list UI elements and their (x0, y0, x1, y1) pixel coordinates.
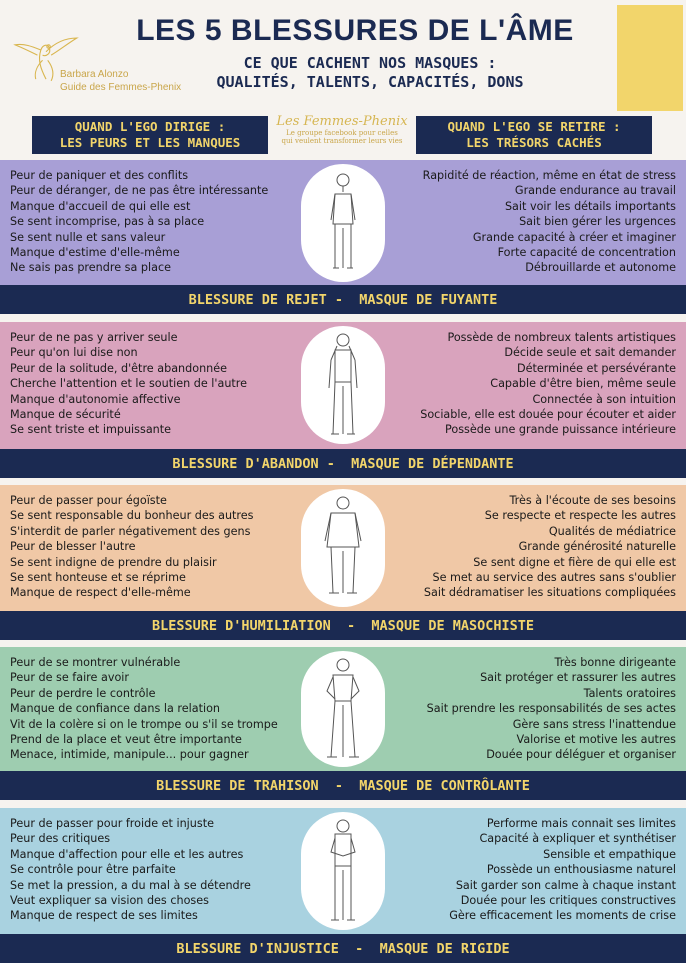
treasure-item: Possède un enthousiasme naturel (486, 863, 676, 877)
treasure-item: Connectée à son intuition (532, 392, 676, 406)
figure-oval (301, 651, 385, 767)
section-banner: BLESSURE D'HUMILIATION - MASQUE DE MASOCHISTE (0, 611, 686, 640)
brand-block (60, 68, 181, 94)
treasure-item: Décide seule et sait demander (504, 346, 676, 360)
fear-item: Peur de passer pour froide et injuste (10, 817, 214, 830)
fear-item: Se sent responsable du bonheur des autres (10, 509, 254, 523)
left-heading-line-1: QUAND L'EGO DIRIGE : (74, 119, 226, 134)
treasure-item: Gère efficacement les moments de crise (449, 909, 676, 923)
fear-item: Se sent honteuse et se réprime (10, 571, 186, 585)
fear-item: Manque d'accueil de qui elle est (10, 199, 191, 213)
treasure-item: Très bonne dirigeante (554, 656, 676, 669)
fear-item: Ne sais pas prendre sa place (10, 261, 171, 275)
fear-item: Se sent indigne de prendre du plaisir (10, 555, 217, 569)
fear-item: Veut expliquer sa vision des choses (10, 894, 209, 908)
fears-list (10, 493, 254, 601)
section-banner: BLESSURE D'INJUSTICE - MASQUE DE RIGIDE (0, 934, 686, 963)
treasure-item: Très à l'écoute de ses besoins (509, 494, 676, 507)
woman-sketch-icon (301, 326, 385, 444)
fear-item: Peur de se faire avoir (10, 671, 130, 685)
fear-item: Menace, intimide, manipule... pour gagner (10, 748, 249, 762)
fear-item: Se sent incomprise, pas à sa place (10, 215, 205, 229)
fear-item: Prend de la place et veut être importante (10, 733, 242, 747)
treasure-item: Capable d'être bien, même seule (490, 377, 676, 391)
treasure-item: Grande endurance au travail (514, 184, 676, 198)
section-trahison (0, 647, 686, 802)
treasure-item: Sociable, elle est douée pour écouter et aider (420, 408, 676, 422)
fear-item: Manque de sécurité (10, 408, 121, 422)
fears-list (10, 816, 251, 924)
fear-item: Cherche l'attention et le soutien de l'autre (10, 377, 248, 391)
subtitle-line-2: QUALITÉS, TALENTS, CAPACITÉS, DONS (216, 73, 524, 91)
fear-item: Se sent nulle et sans valeur (10, 230, 166, 244)
fear-item: Manque d'estime d'elle-même (10, 246, 180, 260)
woman-sketch-icon (301, 489, 385, 607)
fear-item: Peur de paniquer et des conflits (10, 169, 189, 182)
treasure-item: Grande générosité naturelle (518, 540, 676, 554)
fear-item: Peur de déranger, de ne pas être intéressante (10, 184, 269, 198)
fear-item: Se met la pression, a du mal à se détendre (10, 878, 251, 892)
section-banner: BLESSURE DE TRAHISON - MASQUE DE CONTRÔLANTE (0, 771, 686, 800)
brand-tagline: Guide des Femmes-Phenix (60, 82, 182, 93)
treasure-item: Possède de nombreux talents artistiques (447, 331, 676, 344)
right-heading-line-2: LES TRÉSORS CACHÉS (466, 135, 602, 150)
fears-list (10, 330, 247, 438)
treasure-item: Talents oratoires (583, 686, 676, 700)
treasure-item: Sait protéger et rassurer les autres (480, 671, 676, 685)
treasure-item: Possède une grande puissance intérieure (445, 423, 676, 437)
treasure-item: Sait dédramatiser les situations compliquées (423, 586, 676, 600)
treasure-item: Sait bien gérer les urgences (519, 215, 676, 229)
fear-item: Peur de la solitude, d'être abandonnée (10, 361, 228, 375)
subtitle-line-1: CE QUE CACHENT NOS MASQUES : (243, 54, 497, 72)
fear-item: Manque de confiance dans la relation (10, 702, 221, 716)
fear-item: S'interdit de parler négativement des gens (10, 524, 251, 538)
fear-item: Peur de blesser l'autre (10, 540, 136, 554)
treasure-item: Sait garder son calme à chaque instant (455, 878, 676, 892)
figure-oval (301, 164, 385, 282)
treasure-item: Grande capacité à créer et imaginer (472, 230, 676, 244)
treasure-item: Douée pour les critiques constructives (460, 894, 676, 908)
figure-oval (301, 326, 385, 444)
treasure-item: Douée pour déléguer et organiser (486, 748, 676, 762)
fear-item: Manque d'autonomie affective (10, 392, 181, 406)
treasure-item: Qualités de médiatrice (548, 524, 676, 538)
group-name: Les Femmes-Phenix (276, 114, 408, 129)
brand-name: Barbara Alonzo (60, 69, 129, 80)
right-column-heading (416, 116, 652, 154)
woman-sketch-icon (301, 164, 385, 282)
fear-item: Peur de perdre le contrôle (10, 686, 156, 700)
treasure-item: Sensible et empathique (543, 847, 676, 861)
treasures-list (423, 168, 676, 276)
fear-item: Peur qu'on lui dise non (10, 346, 138, 360)
facebook-group-badge (274, 114, 410, 145)
left-column-heading (32, 116, 268, 154)
figure-oval (301, 812, 385, 930)
woman-sketch-icon (301, 812, 385, 930)
section-rejet (0, 160, 686, 315)
fear-item: Manque de respect d'elle-même (10, 586, 191, 600)
page-title: LES 5 BLESSURES DE L'ÂME (136, 14, 574, 47)
section-banner: BLESSURE D'ABANDON - MASQUE DE DÉPENDANTE (0, 449, 686, 478)
right-heading-line-1: QUAND L'EGO SE RETIRE : (447, 119, 621, 134)
figure-oval (301, 489, 385, 607)
section-abandon (0, 322, 686, 478)
treasures-list (424, 493, 676, 601)
fear-item: Peur des critiques (10, 832, 111, 846)
treasure-item: Gère sans stress l'inattendue (512, 717, 676, 731)
fear-item: Se sent triste et impuissante (10, 423, 172, 437)
header (0, 0, 686, 160)
woman-sketch-icon (301, 651, 385, 767)
treasure-item: Sait prendre les responsabilités de ses actes (426, 702, 676, 716)
treasure-item: Valorise et motive les autres (516, 733, 676, 747)
fear-item: Peur de se montrer vulnérable (10, 656, 181, 669)
treasure-item: Se sent digne et fière de qui elle est (473, 555, 676, 569)
fear-item: Se contrôle pour être parfaite (10, 863, 176, 877)
treasure-item: Performe mais connait ses limites (486, 817, 676, 830)
section-banner: BLESSURE DE REJET - MASQUE DE FUYANTE (0, 285, 686, 314)
treasure-item: Débrouillarde et autonome (525, 261, 676, 275)
treasure-item: Se respecte et respecte les autres (484, 509, 676, 523)
group-desc-1: Le groupe facebook pour celles (286, 129, 398, 137)
fear-item: Manque d'affection pour elle et les autres (10, 847, 244, 861)
fear-item: Peur de passer pour égoïste (10, 494, 167, 507)
page-subtitle (180, 54, 560, 92)
treasures-list (427, 655, 676, 763)
fears-list (10, 168, 268, 276)
group-desc-2: qui veulent transformer leurs vies (281, 137, 403, 145)
treasure-item: Déterminée et persévérante (516, 361, 676, 375)
treasure-item: Rapidité de réaction, même en état de stress (422, 169, 676, 182)
decorative-gold-square (617, 5, 683, 111)
section-humiliation (0, 485, 686, 640)
fear-item: Manque de respect de ses limites (10, 909, 198, 923)
treasure-item: Sait voir les détails importants (504, 199, 676, 213)
treasures-list (449, 816, 676, 924)
fears-list (10, 655, 278, 763)
left-heading-line-2: LES PEURS ET LES MANQUES (59, 135, 241, 150)
treasure-item: Se met au service des autres sans s'oublier (432, 571, 676, 585)
fear-item: Peur de ne pas y arriver seule (10, 331, 178, 344)
treasure-item: Forte capacité de concentration (497, 246, 676, 260)
treasures-list (420, 330, 676, 438)
section-injustice (0, 808, 686, 960)
treasure-item: Capacité à expliquer et synthétiser (479, 832, 676, 846)
fear-item: Vit de la colère si on le trompe ou s'il se trompe (10, 717, 278, 731)
